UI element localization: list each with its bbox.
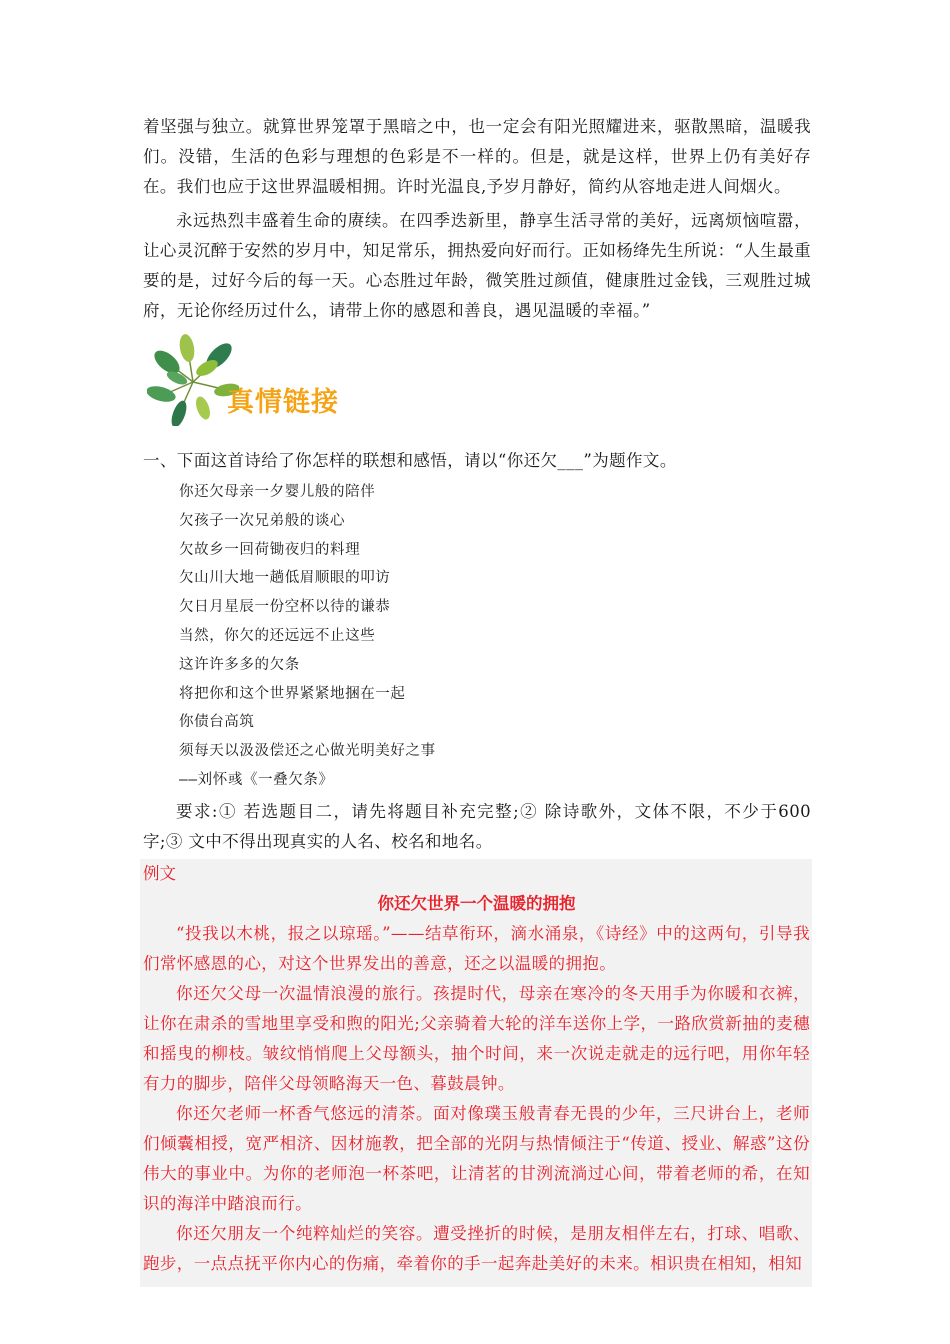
- poem-line: 欠故乡一回荷锄夜归的料理: [179, 541, 361, 558]
- poem-line: 你还欠母亲一夕婴儿般的陪伴: [179, 484, 376, 500]
- leaf-cluster-icon: [147, 334, 239, 426]
- poem-line: 你债台高筑: [179, 714, 255, 731]
- poem-line: 欠孩子一次兄弟般的谈心: [179, 512, 346, 529]
- poem-line: 欠山川大地一趟低眉顺眼的叩访: [179, 570, 391, 587]
- example-paragraph: 你还欠老师一杯香气悠远的清茶。面对像璞玉般青春无畏的少年，三尺讲台上，老师们倾囊相授，宽严相济、因材施教，把全部的光阴与热情倾注于“传道、授业、解惑”这份伟大的事业中。为你的老师泡一杯茶吧，让清茗的甘洌流淌过心间，带着老师的希，在知识的海洋中踏浪而行。: [143, 1103, 810, 1213]
- body-paragraph-1: 着坚强与独立。就算世界笼罩于黑暗之中，也一定会有阳光照耀进来，驱散黑暗，温暖我们。没错，生活的色彩与理想的色彩是不一样的。但是，就是这样，世界上仍有美好存在。我们也应于这世界温暖相拥。许时光温良,予岁月静好，简约从容地走进人间烟火。: [143, 117, 811, 196]
- example-paragraph: “投我以木桃，报之以琼瑶。”——结草衔环，滴水涌泉，《诗经》中的这两句，引导我们常怀感恩的心，对这个世界发出的善意，还之以温暖的拥抱。: [143, 923, 810, 973]
- document-page: [143, 112, 811, 1287]
- poem-line: 当然，你欠的还远远不止这些: [179, 627, 376, 644]
- essay-requirements: 要求:① 若选题目二，请先将题目补充完整;② 除诗歌外，文体不限，不少于600字;③ 文中不得出现真实的人名、校名和地名。: [143, 801, 811, 851]
- body-paragraph-2: 永远热烈丰盛着生命的赓续。在四季迭新里，静享生活寻常的美好，远离烦恼喧嚣，让心灵沉醉于安然的岁月中，知足常乐，拥热爱向好而行。正如杨绛先生所说：“人生最重要的是，过好今后的每一天。心态胜过年龄，微笑胜过颜值，健康胜过金钱，三观胜过城府，无论你经历过什么，请带上你的感恩和善良，遇见温暖的幸福。”: [143, 211, 811, 320]
- essay-question: 一、下面这首诗给了你怎样的联想和感悟，请以“你还欠___”为题作文。: [143, 451, 677, 470]
- poem: [143, 478, 811, 795]
- poem-line: 欠日月星辰一份空杯以待的谦恭: [179, 599, 391, 616]
- section-heading: [143, 334, 811, 440]
- poem-line: 须每天以汲汲偿还之心做光明美好之事: [179, 743, 436, 760]
- example-label: 例文: [143, 863, 176, 883]
- poem-line: 将把你和这个世界紧紧地捆在一起: [179, 685, 406, 702]
- example-title: 你还欠世界一个温暖的拥抱: [377, 893, 576, 913]
- example-essay: [140, 859, 812, 1287]
- example-paragraph: 你还欠朋友一个纯粹灿烂的笑容。遭受挫折的时候，是朋友相伴左右，打球、唱歌、跑步，一点点抚平你内心的伤痛，牵着你的手一起奔赴美好的未来。相识贵在相知，相知: [143, 1223, 810, 1273]
- poem-line: 这许许多多的欠条: [179, 656, 300, 673]
- example-paragraph: 你还欠父母一次温情浪漫的旅行。孩提时代，母亲在寒冷的冬天用手为你暖和衣裤，让你在肃杀的雪地里享受和煦的阳光;父亲骑着大轮的洋车送你上学，一路欣赏新抽的麦穗和摇曳的柳枝。皱纹悄悄爬上父母额头，抽个时间，来一次说走就走的远行吧，用你年轻有力的脚步，陪伴父母领略海天一色、暮鼓晨钟。: [143, 983, 810, 1093]
- section-heading-text: 真情链接: [227, 387, 339, 418]
- poem-attribution: ——刘怀彧《一叠欠条》: [179, 771, 334, 788]
